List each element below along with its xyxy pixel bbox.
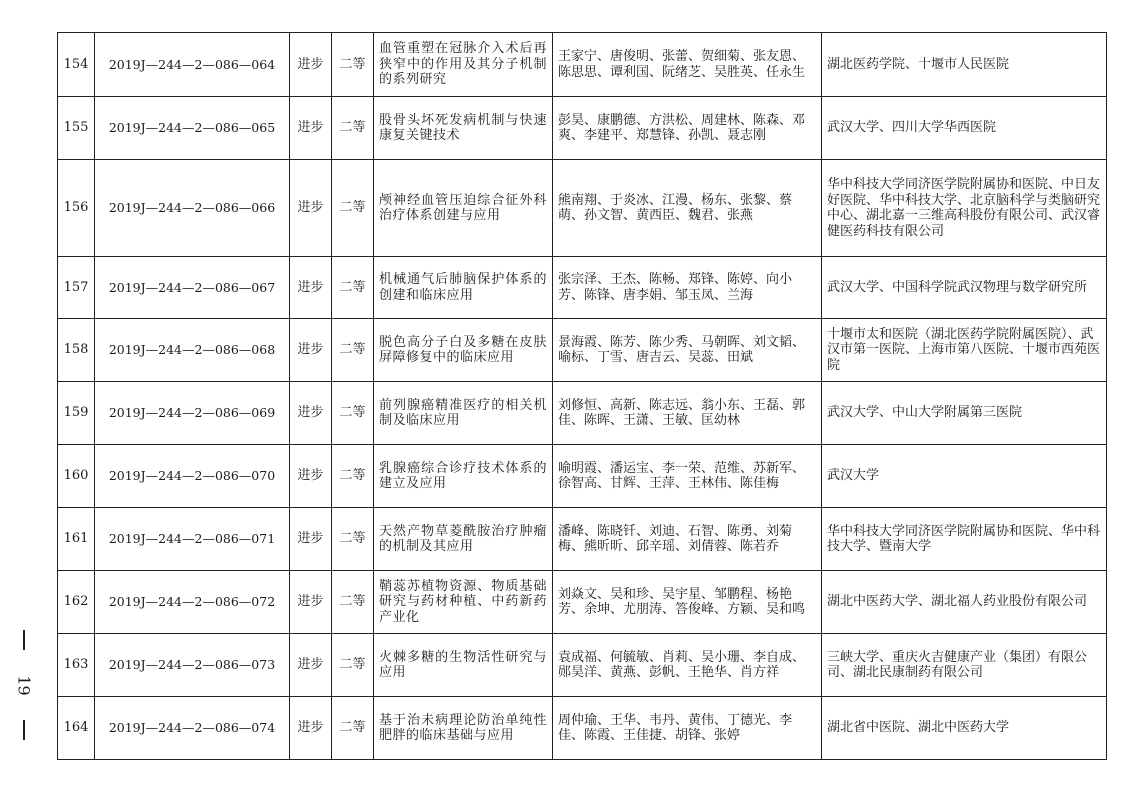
award-code: 2019J—244—2—086—074 <box>95 697 290 760</box>
contributors: 彭昊、康鹏德、方洪松、周建林、陈森、邓爽、李建平、郑慧锋、孙凯、聂志刚 <box>553 97 822 160</box>
contributors: 王家宁、唐俊明、张蕾、贺细菊、张友恩、陈思思、谭利国、阮绪芝、吴胜英、任永生 <box>553 33 822 97</box>
row-number: 160 <box>58 445 95 508</box>
table-row <box>58 445 1107 508</box>
row-number: 155 <box>58 97 95 160</box>
award-type: 进步 <box>290 697 332 760</box>
contributors: 喻明霞、潘运宝、李一荣、范维、苏新军、徐智高、甘辉、王萍、王林伟、陈佳梅 <box>553 445 822 508</box>
table-row <box>58 160 1107 257</box>
project-title: 机械通气后肺脑保护体系的创建和临床应用 <box>374 257 553 319</box>
units: 十堰市太和医院（湖北医药学院附属医院）、武汉市第一医院、上海市第八医院、十堰市西苑医院 <box>822 319 1107 382</box>
units: 华中科技大学同济医学院附属协和医院、中日友好医院、华中科技大学、北京脑科学与类脑研究中心、湖北嘉一三维高科股份有限公司、武汉睿健医药科技有限公司 <box>822 160 1107 257</box>
project-title: 火棘多糖的生物活性研究与应用 <box>374 634 553 697</box>
contributors: 周仲瑜、王华、韦丹、黄伟、丁德光、李佳、陈霞、王佳捷、胡锋、张婷 <box>553 697 822 760</box>
row-number: 163 <box>58 634 95 697</box>
award-type: 进步 <box>290 571 332 634</box>
project-title: 前列腺癌精准医疗的相关机制及临床应用 <box>374 382 553 445</box>
project-title: 颅神经血管压迫综合征外科治疗体系创建与应用 <box>374 160 553 257</box>
table-row <box>58 97 1107 160</box>
award-code: 2019J—244—2—086—072 <box>95 571 290 634</box>
award-type: 进步 <box>290 445 332 508</box>
page-number: 19 <box>14 674 34 696</box>
row-number: 161 <box>58 508 95 571</box>
award-code: 2019J—244—2—086—070 <box>95 445 290 508</box>
units: 湖北医药学院、十堰市人民医院 <box>822 33 1107 97</box>
project-title: 股骨头坏死发病机制与快速康复关键技术 <box>374 97 553 160</box>
award-code: 2019J—244—2—086—068 <box>95 319 290 382</box>
table-row <box>58 257 1107 319</box>
units: 武汉大学、中山大学附属第三医院 <box>822 382 1107 445</box>
award-code: 2019J—244—2—086—064 <box>95 33 290 97</box>
project-title: 血管重塑在冠脉介入术后再狭窄中的作用及其分子机制的系列研究 <box>374 33 553 97</box>
units: 湖北省中医院、湖北中医药大学 <box>822 697 1107 760</box>
row-number: 162 <box>58 571 95 634</box>
project-title: 鞘蕊苏植物资源、物质基础研究与药材种植、中药新药产业化 <box>374 571 553 634</box>
units: 武汉大学 <box>822 445 1107 508</box>
award-type: 进步 <box>290 508 332 571</box>
contributors: 张宗泽、王杰、陈畅、郑锋、陈婷、向小芳、陈锋、唐李娟、邹玉凤、兰海 <box>553 257 822 319</box>
row-number: 164 <box>58 697 95 760</box>
row-number: 156 <box>58 160 95 257</box>
units: 武汉大学、四川大学华西医院 <box>822 97 1107 160</box>
award-type: 进步 <box>290 634 332 697</box>
award-code: 2019J—244—2—086—067 <box>95 257 290 319</box>
award-code: 2019J—244—2—086—065 <box>95 97 290 160</box>
row-number: 158 <box>58 319 95 382</box>
contributors: 景海霞、陈芳、陈少秀、马朝晖、刘文韬、喻标、丁雪、唐吉云、吴蕊、田斌 <box>553 319 822 382</box>
award-code: 2019J—244—2—086—066 <box>95 160 290 257</box>
award-grade: 二等 <box>332 160 374 257</box>
award-code: 2019J—244—2—086—073 <box>95 634 290 697</box>
awards-table <box>57 32 1107 760</box>
contributors: 熊南翔、于炎冰、江漫、杨东、张黎、蔡萌、孙文智、黄西臣、魏君、张燕 <box>553 160 822 257</box>
table-row <box>58 634 1107 697</box>
units: 武汉大学、中国科学院武汉物理与数学研究所 <box>822 257 1107 319</box>
contributors: 袁成福、何毓敏、肖莉、吴小珊、李自成、郧昊洋、黄燕、彭帆、王艳华、肖方祥 <box>553 634 822 697</box>
award-grade: 二等 <box>332 508 374 571</box>
award-grade: 二等 <box>332 257 374 319</box>
contributors: 刘焱文、吴和珍、吴宇星、邹鹏程、杨艳芳、余坤、尤朋涛、答俊峰、方颖、吴和鸣 <box>553 571 822 634</box>
project-title: 天然产物草菱酰胺治疗肿瘤的机制及其应用 <box>374 508 553 571</box>
row-number: 157 <box>58 257 95 319</box>
table-row <box>58 319 1107 382</box>
page-number-dash-top <box>23 630 25 650</box>
table-row <box>58 382 1107 445</box>
award-type: 进步 <box>290 257 332 319</box>
award-grade: 二等 <box>332 382 374 445</box>
units: 华中科技大学同济医学院附属协和医院、华中科技大学、暨南大学 <box>822 508 1107 571</box>
table-row <box>58 508 1107 571</box>
award-grade: 二等 <box>332 445 374 508</box>
award-type: 进步 <box>290 319 332 382</box>
award-code: 2019J—244—2—086—071 <box>95 508 290 571</box>
table-row <box>58 33 1107 97</box>
award-grade: 二等 <box>332 97 374 160</box>
award-type: 进步 <box>290 160 332 257</box>
units: 湖北中医药大学、湖北福人药业股份有限公司 <box>822 571 1107 634</box>
page-number-marker <box>12 630 36 740</box>
award-grade: 二等 <box>332 33 374 97</box>
award-code: 2019J—244—2—086—069 <box>95 382 290 445</box>
table-row <box>58 697 1107 760</box>
award-grade: 二等 <box>332 319 374 382</box>
project-title: 基于治未病理论防治单纯性肥胖的临床基础与应用 <box>374 697 553 760</box>
award-grade: 二等 <box>332 571 374 634</box>
project-title: 乳腺癌综合诊疗技术体系的建立及应用 <box>374 445 553 508</box>
row-number: 154 <box>58 33 95 97</box>
table-row <box>58 571 1107 634</box>
award-type: 进步 <box>290 33 332 97</box>
contributors: 潘峰、陈晓钎、刘迪、石智、陈勇、刘菊梅、熊昕昕、邱辛瑶、刘倩蓉、陈若乔 <box>553 508 822 571</box>
award-type: 进步 <box>290 382 332 445</box>
project-title: 脱色高分子白及多糖在皮肤屏障修复中的临床应用 <box>374 319 553 382</box>
award-grade: 二等 <box>332 634 374 697</box>
units: 三峡大学、重庆火吉健康产业（集团）有限公司、湖北民康制药有限公司 <box>822 634 1107 697</box>
award-type: 进步 <box>290 97 332 160</box>
award-grade: 二等 <box>332 697 374 760</box>
row-number: 159 <box>58 382 95 445</box>
page-number-dash-bottom <box>23 720 25 740</box>
contributors: 刘修恒、高新、陈志远、翁小东、王磊、郭佳、陈晖、王潇、王敏、匡幼林 <box>553 382 822 445</box>
